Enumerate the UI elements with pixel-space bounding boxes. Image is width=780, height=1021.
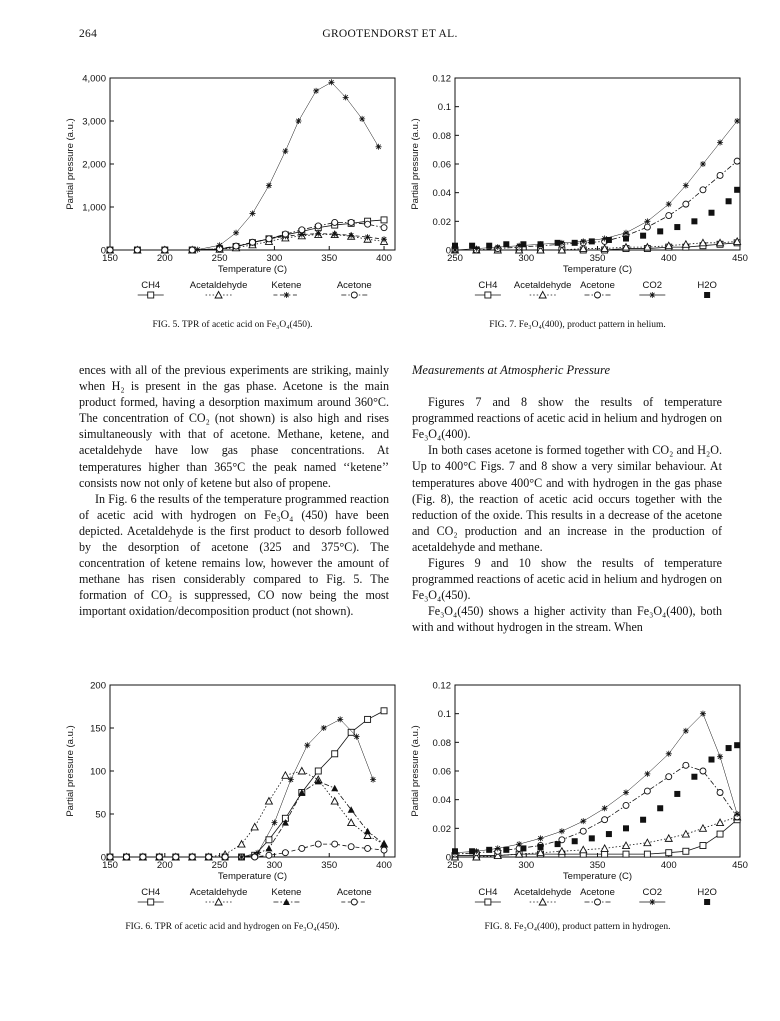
data-point	[559, 828, 565, 834]
data-point	[555, 841, 561, 847]
data-point	[195, 247, 201, 253]
data-point	[580, 828, 586, 834]
data-point	[162, 247, 168, 253]
data-point	[602, 851, 608, 857]
data-point	[331, 798, 338, 805]
legend-label: CH4	[478, 887, 498, 898]
legend-marker	[485, 292, 491, 298]
y-tick-label: 0	[445, 852, 451, 864]
data-point	[331, 785, 338, 792]
data-point	[623, 851, 629, 857]
data-point	[282, 850, 288, 856]
data-point	[239, 854, 245, 860]
data-point	[266, 183, 272, 189]
y-tick-label: 0.08	[432, 737, 451, 749]
data-point	[734, 158, 740, 164]
data-point	[282, 231, 288, 237]
data-point	[381, 708, 387, 714]
y-tick-label: 2,000	[82, 159, 106, 171]
paragraph: Figures 9 and 10 show the results of temperature programmed reactions of acetic acid in helium and hydrogen on Fe₃O₄(450).	[412, 556, 722, 603]
figure-7-plot	[405, 68, 750, 308]
data-point	[365, 845, 371, 851]
data-point	[233, 243, 239, 249]
data-point	[348, 819, 355, 826]
data-point	[452, 848, 458, 854]
data-point	[315, 768, 321, 774]
x-tick-label: 350	[589, 860, 606, 871]
data-point	[348, 844, 354, 850]
x-tick-label: 300	[266, 253, 283, 264]
data-point	[495, 244, 501, 250]
data-point	[717, 140, 723, 146]
y-tick-label: 1,000	[82, 202, 106, 214]
legend-label: Acetaldehyde	[189, 280, 248, 291]
legend-label: Ketene	[271, 887, 302, 898]
data-point	[717, 819, 724, 826]
paragraph: ences with all of the previous experiments are striking, mainly when H₂ is present in the gas phase. Acetone is the main product formed, having a desorption maximum around 360°C. The concentration of CO₂ (not shown) is also high and rises simultaneously with that of acetone. Methane, ketene, and acetaldehyde have low gas phase concentrations. At temperatures higher than 365°C the peak named ‘‘ketene’’ consists now not only of ketene but also of propene.	[79, 363, 389, 490]
series-line	[110, 234, 384, 250]
paragraph: Fe₃O₄(450) shows a higher activity than Fe₃O₄(400), both with and without hydrogen in the stream. When	[412, 604, 722, 635]
data-point	[666, 850, 672, 856]
data-point	[288, 777, 294, 783]
legend-label: H2O	[697, 887, 717, 898]
figure-7-chart	[405, 68, 750, 308]
data-point	[717, 831, 723, 837]
y-tick-label: 0.08	[432, 130, 451, 142]
y-tick-label: 0.1	[437, 709, 451, 721]
data-point	[250, 210, 256, 216]
data-point	[315, 841, 321, 847]
data-point	[298, 768, 305, 775]
x-axis-label: Temperature (C)	[562, 871, 633, 882]
legend-label: Ketene	[271, 280, 302, 291]
data-point	[271, 820, 277, 826]
y-axis-label: Partial pressure (a.u.)	[410, 118, 421, 210]
y-tick-label: 0.12	[432, 680, 451, 692]
data-point	[538, 835, 544, 841]
series-line	[242, 719, 374, 857]
series-line	[110, 771, 384, 857]
y-tick-label: 0.02	[432, 216, 451, 228]
data-point	[266, 837, 272, 843]
legend-marker	[283, 292, 289, 298]
data-point	[233, 230, 239, 236]
y-tick-label: 4,000	[82, 73, 106, 85]
data-point	[250, 239, 256, 245]
data-point	[623, 790, 629, 796]
series-co2	[452, 711, 740, 856]
paragraph: In Fig. 6 the results of the temperature programmed reaction of acetic acid with hydrogen on Fe₃O₄ (450) have been depicted. Acetaldehyde is the first product to desorb followed by the desorption of acetone (325 and 375°C). The concentration of ketene remains low, however the amount of methane has risen considerably compared to Fig. 5. The formation of CO₂ is suppressed, CO now being the most important oxidation/decomposition product (not shown).	[79, 491, 389, 619]
data-point	[381, 847, 387, 853]
data-point	[726, 745, 732, 751]
data-point	[348, 729, 354, 735]
data-point	[520, 845, 526, 851]
data-point	[252, 854, 258, 860]
data-point	[717, 172, 723, 178]
data-point	[332, 219, 338, 225]
data-point	[332, 231, 338, 237]
x-axis-label: Temperature (C)	[217, 264, 288, 275]
data-point	[623, 236, 629, 242]
data-point	[348, 806, 355, 813]
data-point	[486, 243, 492, 249]
data-point	[173, 854, 179, 860]
y-tick-label: 0.1	[437, 102, 451, 114]
y-tick-label: 0.12	[432, 73, 451, 85]
data-point	[299, 845, 305, 851]
running-title: GROOTENDORST ET AL.	[322, 28, 458, 40]
legend-marker	[704, 899, 710, 905]
data-point	[495, 845, 501, 851]
x-tick-label: 200	[156, 253, 173, 264]
data-point	[734, 118, 740, 124]
x-tick-label: 400	[660, 860, 677, 871]
data-point	[251, 823, 258, 830]
y-tick-label: 200	[90, 680, 106, 692]
data-point	[709, 210, 715, 216]
data-point	[304, 742, 310, 748]
data-point	[683, 762, 689, 768]
legend-label: H2O	[697, 280, 717, 291]
data-point	[538, 844, 544, 850]
series-line	[110, 711, 384, 857]
data-point	[674, 791, 680, 797]
data-point	[644, 839, 651, 846]
data-point	[683, 183, 689, 189]
x-tick-label: 400	[376, 860, 392, 871]
x-tick-label: 450	[732, 253, 748, 264]
data-point	[734, 187, 740, 193]
data-point	[282, 772, 289, 779]
data-point	[255, 850, 261, 856]
data-point	[381, 225, 387, 231]
data-point	[328, 79, 334, 85]
legend-label: Acetaldehyde	[513, 280, 572, 291]
data-point	[640, 817, 646, 823]
data-point	[299, 227, 305, 233]
legend-marker	[351, 292, 357, 298]
series-line	[455, 714, 737, 853]
data-point	[666, 751, 672, 757]
data-point	[370, 777, 376, 783]
data-point	[644, 218, 650, 224]
data-point	[265, 845, 272, 852]
legend-marker	[649, 899, 655, 905]
data-point	[365, 234, 371, 240]
data-point	[700, 843, 706, 849]
x-axis-label: Temperature (C)	[217, 871, 288, 882]
data-point	[644, 224, 650, 230]
figure-6-caption: FIG. 6. TPR of acetic acid and hydrogen on Fe₃O₄(450).	[125, 922, 340, 932]
y-axis-label: Partial pressure (a.u.)	[410, 725, 421, 817]
y-tick-label: 150	[90, 723, 106, 735]
y-tick-label: 0.06	[432, 766, 451, 778]
legend-label: Acetaldehyde	[513, 887, 572, 898]
data-point	[313, 88, 319, 94]
data-point	[107, 854, 113, 860]
x-tick-label: 400	[660, 253, 677, 264]
data-point	[734, 811, 740, 817]
data-point	[666, 774, 672, 780]
data-point	[469, 848, 475, 854]
x-tick-label: 350	[321, 860, 338, 871]
data-point	[709, 757, 715, 763]
data-point	[589, 835, 595, 841]
data-point	[644, 851, 650, 857]
data-point	[206, 854, 212, 860]
legend-label: CO2	[642, 280, 663, 291]
data-point	[601, 845, 608, 852]
plot-frame	[455, 685, 740, 857]
legend-label: Acetaldehyde	[189, 887, 248, 898]
data-point	[666, 201, 672, 207]
y-tick-label: 0.06	[432, 159, 451, 171]
x-tick-label: 350	[589, 253, 606, 264]
x-tick-label: 400	[376, 253, 392, 264]
x-tick-label: 200	[156, 860, 173, 871]
data-point	[520, 241, 526, 247]
data-point	[606, 237, 612, 243]
data-point	[343, 94, 349, 100]
x-tick-label: 150	[102, 860, 118, 871]
data-point	[364, 828, 371, 835]
x-tick-label: 250	[211, 860, 228, 871]
data-point	[644, 771, 650, 777]
y-tick-label: 0	[100, 852, 106, 864]
data-point	[657, 805, 663, 811]
data-point	[700, 711, 706, 717]
y-axis-label: Partial pressure (a.u.)	[65, 725, 76, 817]
figure-8-caption: FIG. 8. Fe₃O₄(400), product pattern in hydrogen.	[484, 922, 671, 932]
legend-label: Acetone	[336, 280, 372, 291]
section-heading: Measurements at Atmospheric Pressure	[412, 363, 611, 377]
data-point	[717, 790, 723, 796]
figure-6-chart	[60, 675, 400, 915]
series-line	[110, 844, 384, 857]
data-point	[123, 854, 129, 860]
right-text-column	[412, 362, 722, 636]
data-point	[381, 217, 387, 223]
data-point	[717, 754, 723, 760]
data-point	[657, 228, 663, 234]
data-point	[189, 854, 195, 860]
figure-7-caption: FIG. 7. Fe₃O₄(400), product pattern in helium.	[489, 320, 666, 330]
data-point	[606, 831, 612, 837]
data-point	[683, 848, 689, 854]
data-point	[640, 233, 646, 239]
x-tick-label: 350	[321, 253, 338, 264]
data-point	[734, 742, 740, 748]
data-point	[683, 201, 689, 207]
legend-marker	[649, 292, 655, 298]
series-acetone	[107, 219, 387, 253]
data-point	[332, 841, 338, 847]
y-tick-label: 0	[100, 245, 106, 257]
data-point	[469, 243, 475, 249]
y-tick-label: 100	[90, 766, 106, 778]
figure-5-caption: FIG. 5. TPR of acetic acid on Fe₃O₄(450).	[152, 320, 313, 330]
data-point	[296, 118, 302, 124]
y-tick-label: 0.04	[432, 795, 451, 807]
data-point	[266, 236, 272, 242]
series-h2o	[452, 187, 740, 249]
data-point	[623, 825, 629, 831]
data-point	[381, 841, 388, 848]
data-point	[602, 817, 608, 823]
data-point	[683, 728, 689, 734]
data-point	[572, 838, 578, 844]
series-unlabeled	[239, 716, 377, 860]
data-point	[486, 847, 492, 853]
data-point	[348, 219, 354, 225]
data-point	[332, 751, 338, 757]
page-number: 264	[79, 28, 98, 40]
series-h2o	[452, 742, 740, 854]
figure-8-plot	[405, 675, 750, 915]
data-point	[674, 224, 680, 230]
x-tick-label: 300	[518, 253, 535, 264]
x-tick-label: 300	[266, 860, 283, 871]
x-tick-label: 450	[732, 860, 748, 871]
data-point	[359, 116, 365, 122]
legend-label: CH4	[141, 280, 161, 291]
data-point	[134, 247, 140, 253]
data-point	[140, 854, 146, 860]
series-line	[110, 235, 384, 250]
legend-marker	[148, 899, 154, 905]
paragraph: Figures 7 and 8 show the results of temperature programmed reactions of acetic acid in helium and hydrogen on Fe₃O₄(400).	[412, 395, 722, 442]
series-acetone	[452, 158, 740, 253]
data-point	[354, 734, 360, 740]
data-point	[572, 240, 578, 246]
y-tick-label: 0.04	[432, 188, 451, 200]
x-tick-label: 250	[211, 253, 228, 264]
data-point	[700, 768, 706, 774]
y-tick-label: 0.02	[432, 823, 451, 835]
left-text-column	[79, 362, 389, 620]
data-point	[156, 854, 162, 860]
x-tick-label: 150	[102, 253, 118, 264]
data-point	[700, 187, 706, 193]
data-point	[555, 240, 561, 246]
y-tick-label: 50	[95, 809, 106, 821]
legend-label: Acetone	[580, 280, 615, 291]
data-point	[321, 725, 327, 731]
data-point	[691, 774, 697, 780]
figure-6-plot	[60, 675, 400, 915]
data-point	[691, 218, 697, 224]
legend-marker	[148, 292, 154, 298]
data-point	[538, 241, 544, 247]
data-point	[376, 144, 382, 150]
data-point	[222, 854, 228, 860]
legend-marker	[595, 292, 601, 298]
figure-5-chart	[60, 68, 400, 308]
data-point	[266, 852, 272, 858]
paragraph: In both cases acetone is formed together with CO₂ and H₂O. Up to 400°C Figs. 7 and 8 show a very similar behaviour. At temperatures above 400°C and with hydrogen in the gas phase (Fig. 8), the reaction of acetic acid occurs together with the reduction of the oxide. This results in a decrease of the acetone and CO₂ production and an increase in the production of acetaldehyde and methane.	[412, 443, 722, 554]
data-point	[238, 841, 245, 848]
y-tick-label: 0	[445, 245, 451, 257]
data-point	[282, 148, 288, 154]
data-point	[623, 802, 629, 808]
data-point	[365, 221, 371, 227]
data-point	[315, 223, 321, 229]
series-ketene	[107, 778, 388, 860]
legend-label: CH4	[478, 280, 498, 291]
data-point	[217, 242, 223, 248]
legend-label: Acetone	[580, 887, 615, 898]
data-point	[189, 247, 195, 253]
figure-8-chart	[405, 675, 750, 915]
legend-marker	[704, 292, 710, 298]
data-point	[503, 241, 509, 247]
legend-marker	[351, 899, 357, 905]
data-point	[699, 825, 706, 832]
legend-marker	[485, 899, 491, 905]
data-point	[700, 161, 706, 167]
x-tick-label: 300	[518, 860, 535, 871]
data-point	[623, 842, 630, 849]
legend-label: CH4	[141, 887, 161, 898]
x-axis-label: Temperature (C)	[562, 264, 633, 275]
figure-5-plot	[60, 68, 400, 308]
data-point	[589, 238, 595, 244]
data-point	[682, 831, 689, 838]
series-line	[455, 121, 737, 250]
legend-marker	[595, 899, 601, 905]
plot-frame	[110, 685, 395, 857]
data-point	[365, 716, 371, 722]
data-point	[580, 238, 586, 244]
data-point	[503, 847, 509, 853]
data-point	[452, 243, 458, 249]
x-tick-label: 250	[447, 860, 463, 871]
data-point	[580, 818, 586, 824]
data-point	[602, 805, 608, 811]
y-axis-label: Partial pressure (a.u.)	[65, 118, 76, 210]
data-point	[265, 798, 272, 805]
data-point	[666, 213, 672, 219]
y-tick-label: 3,000	[82, 116, 106, 128]
data-point	[107, 247, 113, 253]
legend-label: Acetone	[336, 887, 372, 898]
data-point	[348, 232, 354, 238]
data-point	[726, 198, 732, 204]
data-point	[644, 788, 650, 794]
data-point	[623, 230, 629, 236]
x-tick-label: 250	[447, 253, 463, 264]
data-point	[381, 236, 387, 242]
data-point	[337, 716, 343, 722]
data-point	[315, 231, 321, 237]
legend-label: CO2	[642, 887, 663, 898]
series-co2	[452, 118, 740, 253]
